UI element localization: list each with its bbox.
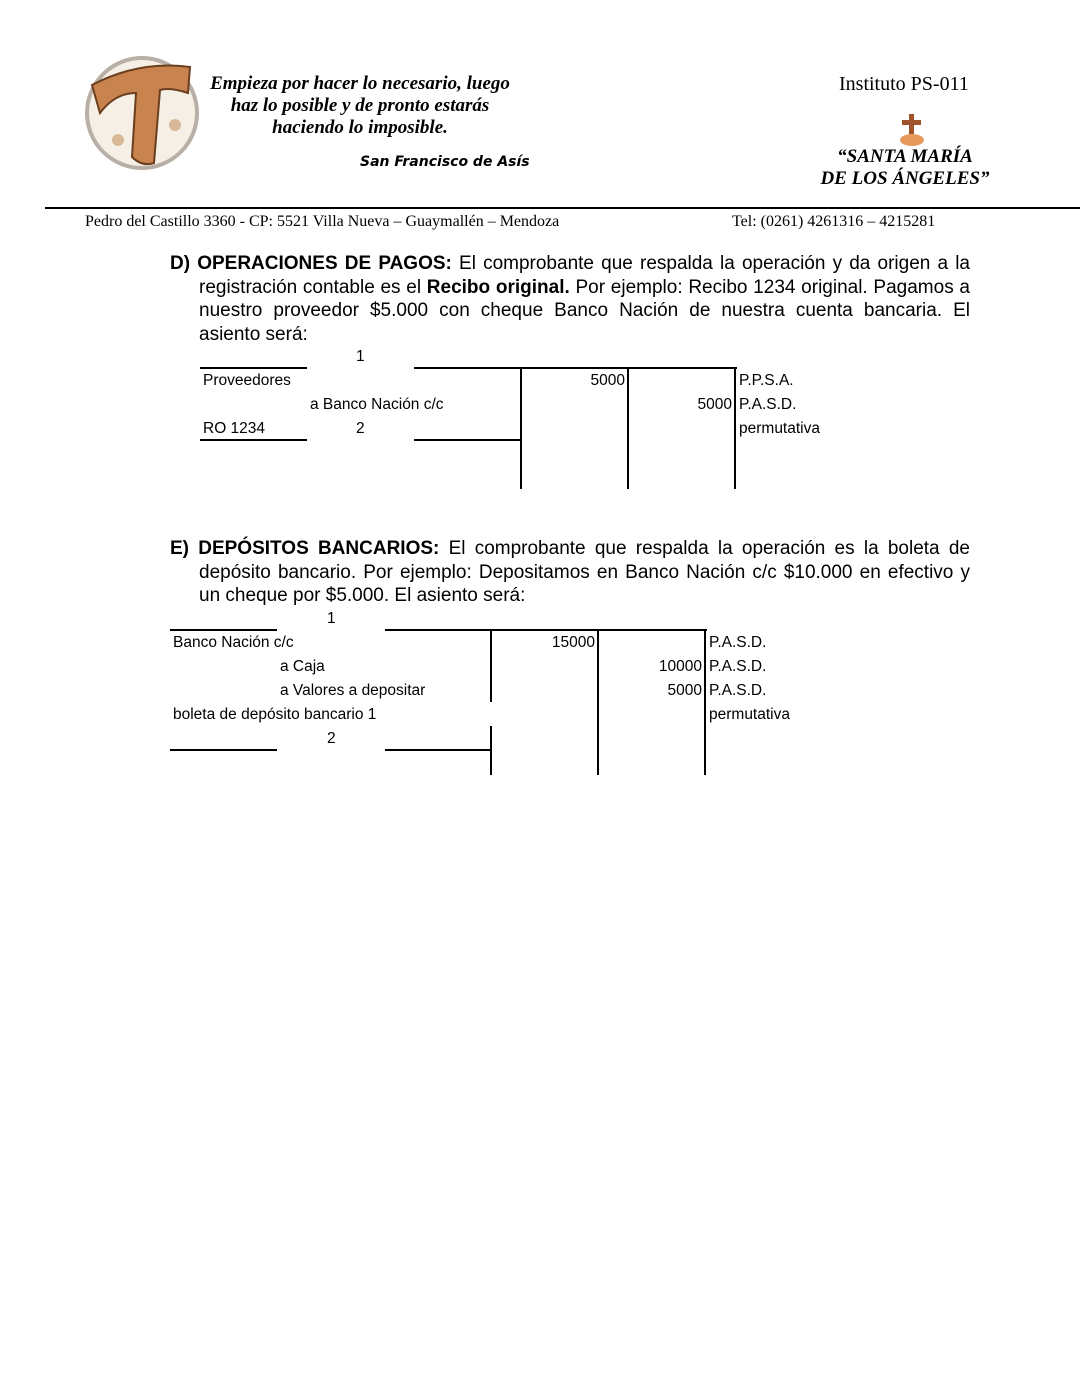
debit-amount: 15000 xyxy=(551,634,595,651)
classification: P.A.S.D. xyxy=(709,682,767,699)
entry-line xyxy=(414,439,521,441)
entry-line xyxy=(170,749,277,751)
column-divider xyxy=(597,629,599,775)
section-d-title: D) OPERACIONES DE PAGOS: xyxy=(170,253,452,274)
classification: P.A.S.D. xyxy=(739,396,797,413)
classification: P.P.S.A. xyxy=(739,372,794,389)
entry-line xyxy=(385,629,707,631)
credit-account: a Caja xyxy=(280,658,325,675)
entry-line xyxy=(385,749,492,751)
credit-amount: 5000 xyxy=(667,682,702,699)
school-emblem xyxy=(890,104,936,150)
section-e-text xyxy=(170,537,970,608)
section-e-title: E) DEPÓSITOS BANCARIOS: xyxy=(170,538,440,559)
header-quote xyxy=(205,73,515,139)
credit-account: a Banco Nación c/c xyxy=(310,396,444,413)
quote-line: Empieza por hacer lo necesario, luego xyxy=(210,73,510,94)
section-d-text xyxy=(170,252,970,346)
classification: P.A.S.D. xyxy=(709,658,767,675)
quote-line: haz lo posible y de pronto estarás xyxy=(230,95,490,116)
entry-line xyxy=(170,629,277,631)
tau-logo xyxy=(80,45,205,170)
classification: permutativa xyxy=(709,706,790,723)
voucher: RO 1234 xyxy=(203,420,266,437)
column-divider xyxy=(734,367,736,489)
credit-amount: 5000 xyxy=(697,396,732,413)
header-divider xyxy=(45,207,1080,209)
debit-account: Proveedores xyxy=(203,372,291,389)
phone: Tel: (0261) 4261316 – 4215281 xyxy=(732,213,936,230)
column-divider xyxy=(704,629,706,775)
entry-number-bottom: 2 xyxy=(356,420,365,437)
section-e-body: El comprobante que respalda la operación es la boleta de depósito bancario. Por ejemplo: Depositamos en Banco Nación c/c $10.000 en efectivo y un cheque por $5.000. El asiento será: xyxy=(199,538,970,606)
entry-number-top: 1 xyxy=(356,348,365,365)
column-divider xyxy=(520,367,522,489)
school-name xyxy=(815,146,995,190)
entry-number-bottom: 2 xyxy=(327,730,336,747)
section-d-body2: Por ejemplo: Recibo 1234 original. Pagamos a nuestro proveedor $5.000 con cheque Banco Nación de nuestra cuenta bancaria. El asiento será: xyxy=(199,276,970,345)
debit-account: Banco Nación c/c xyxy=(173,634,294,651)
entry-line xyxy=(414,367,737,369)
debit-amount: 5000 xyxy=(590,372,625,389)
entry-line xyxy=(200,367,307,369)
classification: P.A.S.D. xyxy=(709,634,767,651)
credit-amount: 10000 xyxy=(658,658,702,675)
voucher: boleta de depósito bancario 1 xyxy=(173,706,377,723)
entry-line xyxy=(200,439,307,441)
quote-line: haciendo lo imposible. xyxy=(272,117,448,138)
classification: permutativa xyxy=(739,420,820,437)
address: Pedro del Castillo 3360 - CP: 5521 Villa Nueva – Guaymallén – Mendoza xyxy=(85,213,560,230)
entry-number-top: 1 xyxy=(327,610,336,627)
school-name-line: “SANTA MARÍA xyxy=(837,146,973,167)
credit-account: a Valores a depositar xyxy=(280,682,426,699)
institute-name: Instituto PS-011 xyxy=(839,73,969,95)
column-divider xyxy=(490,629,492,702)
school-name-line: DE LOS ÁNGELES” xyxy=(820,168,990,189)
section-d-bold: Recibo original. xyxy=(426,276,570,298)
section-d-body: El comprobante que respalda la operación y da origen a la registración contable es el xyxy=(199,253,971,298)
quote-author: San Francisco de Asís xyxy=(360,154,530,170)
column-divider xyxy=(627,367,629,489)
